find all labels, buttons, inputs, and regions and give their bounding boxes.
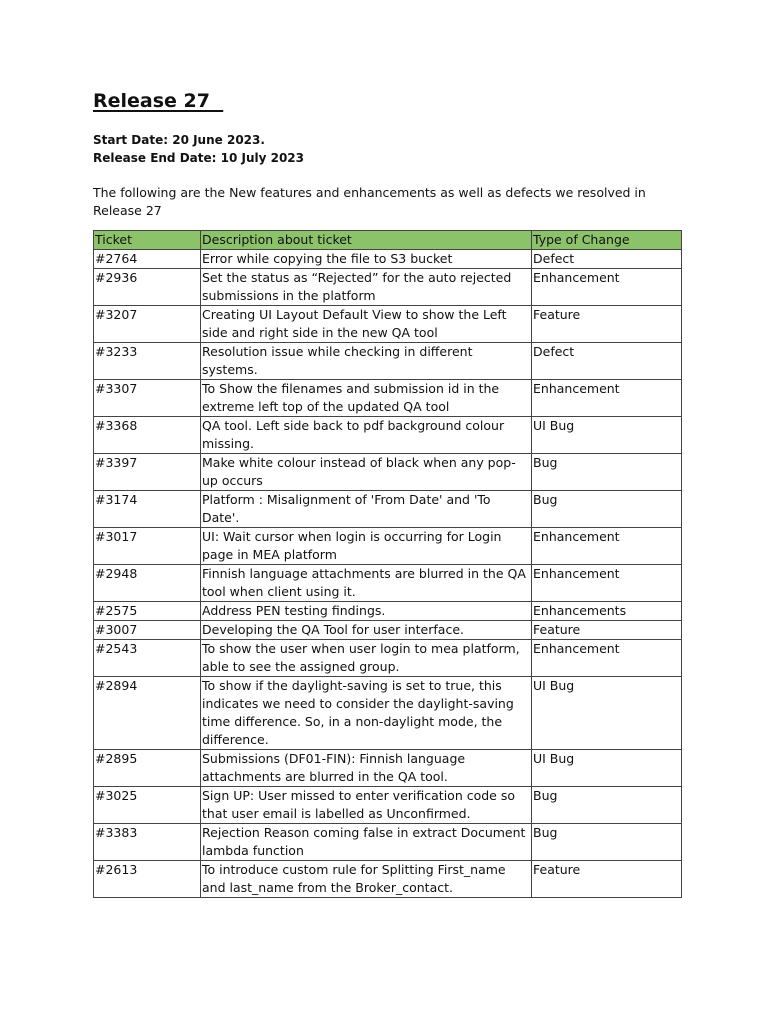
description-cell: To show the user when user login to mea platform, able to see the assigned group. bbox=[201, 640, 532, 677]
ticket-cell: #2895 bbox=[94, 750, 201, 787]
type-cell: Bug bbox=[532, 454, 682, 491]
ticket-cell: #3383 bbox=[94, 824, 201, 861]
description-cell: Submissions (DF01-FIN): Finnish language attachments are blurred in the QA tool. bbox=[201, 750, 532, 787]
description-cell: Error while copying the file to S3 bucket bbox=[201, 250, 532, 269]
description-cell: Resolution issue while checking in different systems. bbox=[201, 343, 532, 380]
description-cell: Creating UI Layout Default View to show the Left side and right side in the new QA tool bbox=[201, 306, 532, 343]
table-row bbox=[94, 269, 682, 306]
type-cell: Feature bbox=[532, 621, 682, 640]
table-row bbox=[94, 491, 682, 528]
ticket-cell: #3017 bbox=[94, 528, 201, 565]
description-cell: Rejection Reason coming false in extract Document lambda function bbox=[201, 824, 532, 861]
column-header-ticket: Ticket bbox=[94, 231, 201, 250]
table-row bbox=[94, 621, 682, 640]
ticket-cell: #2936 bbox=[94, 269, 201, 306]
table-row bbox=[94, 343, 682, 380]
table-row bbox=[94, 787, 682, 824]
type-cell: Enhancement bbox=[532, 380, 682, 417]
table-row bbox=[94, 417, 682, 454]
table-row bbox=[94, 565, 682, 602]
ticket-cell: #2764 bbox=[94, 250, 201, 269]
description-cell: To show if the daylight-saving is set to true, this indicates we need to consider the daylight-saving time difference. So, in a non-daylight mode, the difference. bbox=[201, 677, 532, 750]
type-cell: Enhancement bbox=[532, 640, 682, 677]
ticket-cell: #2948 bbox=[94, 565, 201, 602]
end-date: Release End Date: 10 July 2023 bbox=[93, 151, 305, 165]
table-row bbox=[94, 750, 682, 787]
release-table bbox=[93, 230, 682, 898]
column-header-description: Description about ticket bbox=[201, 231, 532, 250]
description-cell: QA tool. Left side back to pdf background colour missing. bbox=[201, 417, 532, 454]
table-row bbox=[94, 602, 682, 621]
type-cell: Bug bbox=[532, 824, 682, 861]
table-row bbox=[94, 306, 682, 343]
type-cell: UI Bug bbox=[532, 677, 682, 750]
table-row bbox=[94, 528, 682, 565]
ticket-cell: #2613 bbox=[94, 861, 201, 898]
description-cell: To introduce custom rule for Splitting First_name and last_name from the Broker_contact. bbox=[201, 861, 532, 898]
ticket-cell: #3368 bbox=[94, 417, 201, 454]
ticket-cell: #3207 bbox=[94, 306, 201, 343]
ticket-cell: #3174 bbox=[94, 491, 201, 528]
type-cell: UI Bug bbox=[532, 750, 682, 787]
description-cell: To Show the filenames and submission id in the extreme left top of the updated QA tool bbox=[201, 380, 532, 417]
ticket-cell: #2575 bbox=[94, 602, 201, 621]
description-cell: Make white colour instead of black when any pop-up occurs bbox=[201, 454, 532, 491]
table-body bbox=[94, 250, 682, 898]
type-cell: Enhancements bbox=[532, 602, 682, 621]
release-notes-page bbox=[93, 88, 681, 898]
column-header-type: Type of Change bbox=[532, 231, 682, 250]
table-row bbox=[94, 380, 682, 417]
ticket-cell: #2543 bbox=[94, 640, 201, 677]
table-row bbox=[94, 640, 682, 677]
type-cell: Feature bbox=[532, 861, 682, 898]
table-header-row bbox=[94, 231, 682, 250]
table-row bbox=[94, 454, 682, 491]
intro-paragraph: The following are the New features and enhancements as well as defects we resolved in Release 27 bbox=[93, 185, 646, 218]
release-dates bbox=[93, 131, 681, 167]
description-cell: Address PEN testing findings. bbox=[201, 602, 532, 621]
ticket-cell: #3007 bbox=[94, 621, 201, 640]
type-cell: Defect bbox=[532, 250, 682, 269]
ticket-cell: #2894 bbox=[94, 677, 201, 750]
start-date: Start Date: 20 June 2023. bbox=[93, 133, 265, 147]
ticket-cell: #3397 bbox=[94, 454, 201, 491]
description-cell: UI: Wait cursor when login is occurring for Login page in MEA platform bbox=[201, 528, 532, 565]
description-cell: Platform : Misalignment of 'From Date' and 'To Date'. bbox=[201, 491, 532, 528]
ticket-cell: #3233 bbox=[94, 343, 201, 380]
table-row bbox=[94, 824, 682, 861]
type-cell: Defect bbox=[532, 343, 682, 380]
type-cell: Enhancement bbox=[532, 528, 682, 565]
description-cell: Sign UP: User missed to enter verification code so that user email is labelled as Unconfirmed. bbox=[201, 787, 532, 824]
type-cell: Bug bbox=[532, 491, 682, 528]
description-cell: Developing the QA Tool for user interface. bbox=[201, 621, 532, 640]
ticket-cell: #3307 bbox=[94, 380, 201, 417]
type-cell: Feature bbox=[532, 306, 682, 343]
ticket-cell: #3025 bbox=[94, 787, 201, 824]
type-cell: Enhancement bbox=[532, 565, 682, 602]
type-cell: Enhancement bbox=[532, 269, 682, 306]
description-cell: Finnish language attachments are blurred in the QA tool when client using it. bbox=[201, 565, 532, 602]
type-cell: UI Bug bbox=[532, 417, 682, 454]
page-title: Release 27 bbox=[93, 90, 224, 112]
type-cell: Bug bbox=[532, 787, 682, 824]
table-row bbox=[94, 250, 682, 269]
table-row bbox=[94, 861, 682, 898]
table-row bbox=[94, 677, 682, 750]
description-cell: Set the status as “Rejected” for the auto rejected submissions in the platform bbox=[201, 269, 532, 306]
